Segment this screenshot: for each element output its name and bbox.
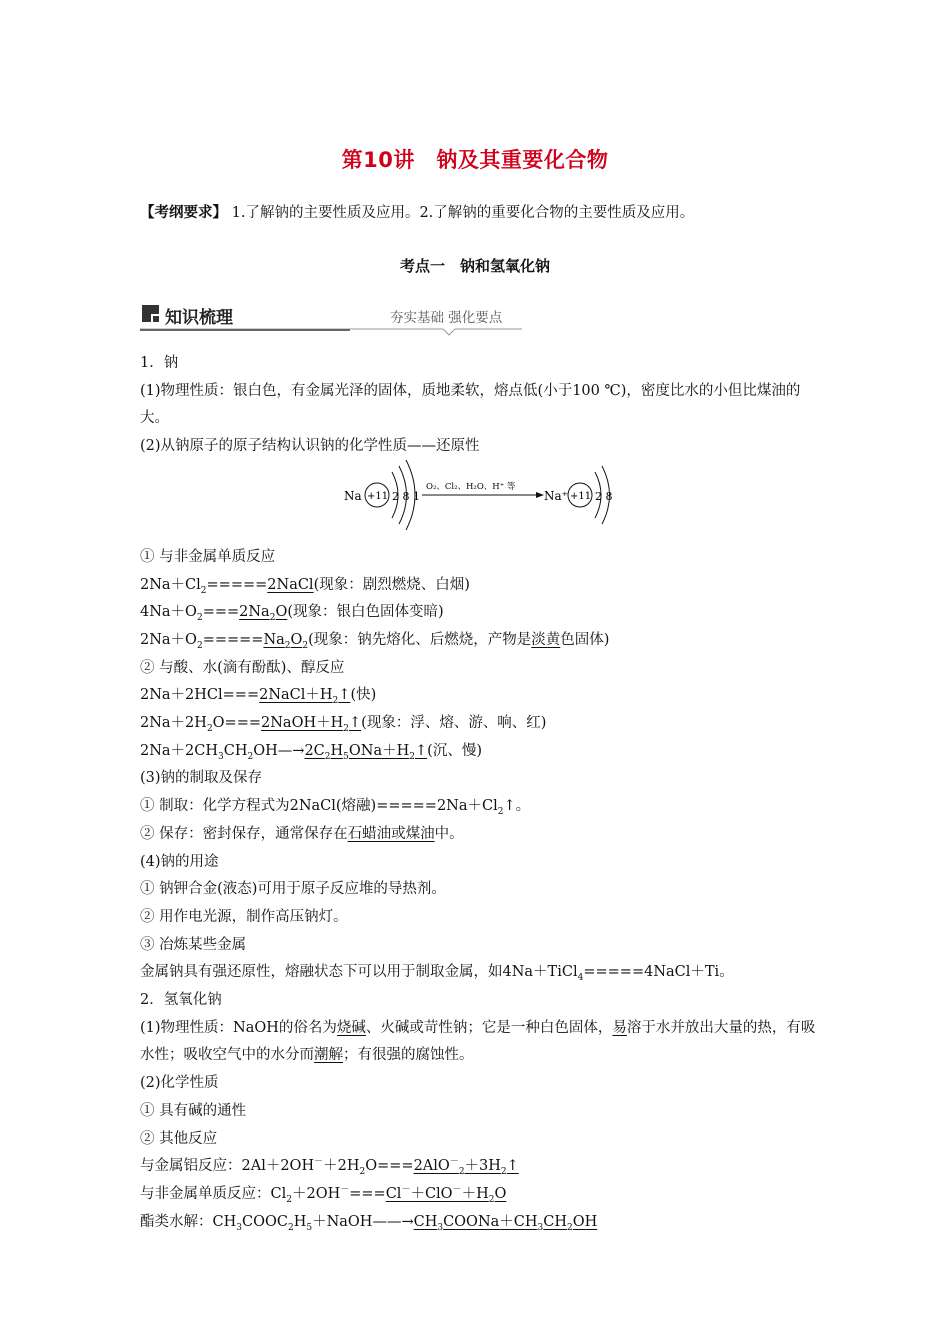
equation-na-o2-burn: $2Na+O_2=====Na_2O_2$(现象：钠先熔化、后燃烧，产物是淡黄色固体)	[140, 631, 610, 651]
diagram-spacer	[140, 461, 820, 544]
equation-na-cl2: $2Na+Cl_2=====2NaCl$(现象：剧烈燃烧、白烟)	[140, 576, 470, 596]
item-nonmetal-reaction: ① 与非金属单质反应	[140, 548, 276, 565]
diagram-left-nucleus: +11	[367, 491, 389, 502]
paragraph-chemical-properties: (2)从钠原子的原子结构认识钠的化学性质——还原性	[140, 438, 480, 455]
item-use-coolant: ① 钠钾合金(液态)可用于原子反应堆的导热剂。	[140, 881, 446, 898]
heading-naoh: 2．氢氧化钠	[140, 992, 222, 1009]
diagram-left-symbol: Na	[344, 489, 362, 503]
paragraph-naoh-physical: (1)物理性质：NaOH的俗名为烧碱、火碱或苛性钠；它是一种白色固体，易溶于水并放出大量的热，有吸水性；吸收空气中的水分而潮解；有很强的腐蚀性。	[140, 1019, 816, 1064]
heading-naoh-chemical: (2)化学性质	[140, 1075, 219, 1092]
syllabus-text: 1.了解钠的主要性质及应用。2.了解钠的重要化合物的主要性质及应用。	[231, 205, 695, 221]
diagram-right-shells: 2 8	[595, 490, 613, 503]
heading-uses: (4)钠的用途	[140, 853, 219, 870]
heading-sodium: 1．钠	[140, 355, 179, 371]
item-other-reactions: ② 其他反应	[140, 1130, 218, 1147]
diagram-right-nucleus: +11	[570, 491, 592, 502]
banner-subtitle: 夯实基础 强化要点	[390, 310, 503, 326]
item-base-properties: ① 具有碱的通性	[140, 1102, 247, 1119]
section-heading: 考点一 钠和氢氧化钠	[399, 257, 550, 275]
heading-preparation: (3)钠的制取及保存	[140, 770, 263, 787]
syllabus-tag: 【考纲要求】	[140, 205, 227, 221]
item-use-smelting: ③ 冶炼某些金属	[140, 936, 247, 953]
item-preparation: ① 制取：化学方程式为2NaCl(熔融)$=====2Na+Cl_2↑$。	[140, 798, 531, 818]
banner-underline	[140, 326, 525, 338]
diagram-right-symbol: Na⁺	[544, 489, 568, 503]
banner-square-icon-inner	[153, 316, 159, 322]
paragraph-physical-properties: (1)物理性质：银白色，有金属光泽的固体，质地柔软，熔点低(小于100 ℃)，密度比水的小但比煤油的大。	[140, 382, 801, 427]
banner-title: 知识梳理	[165, 308, 233, 328]
syllabus-requirements	[140, 201, 830, 222]
equation-cl2: 与非金属单质反应：$Cl_2+2OH^-===Cl^-+ClO^-+H_2O$	[140, 1185, 507, 1205]
equation-na-hcl: $2Na+2HCl===2NaCl+H_2↑$(快)	[140, 687, 377, 707]
item-acid-water-alcohol: ② 与酸、水(滴有酚酞)、醇反应	[140, 659, 345, 676]
diagram-arrow-label: O₂、Cl₂、H₂O、H⁺ 等	[426, 482, 516, 492]
equation-ester-hydrolysis: 酯类水解：$CH_3COOC_2H_5+NaOH——\to CH_3COONa+CH_3CH_2OH$	[140, 1213, 598, 1233]
item-use-lamp: ② 用作电光源，制作高压钠灯。	[140, 908, 348, 925]
knowledge-banner	[140, 302, 525, 336]
diagram-left-shells: 2 8 1	[392, 490, 420, 503]
item-storage: ② 保存：密封保存，通常保存在石蜡油或煤油中。	[140, 825, 464, 842]
equation-na-h2o: $2Na+2H_2O===2NaOH+H_2↑$(现象：浮、熔、游、响、红)	[140, 715, 547, 734]
content-body	[140, 350, 820, 1236]
paragraph-smelting: 金属钠具有强还原性，熔融状态下可以用于制取金属，如4Na＋TiCl$_4$=====4NaCl＋Ti。	[140, 964, 734, 984]
equation-na-ethanol: $2Na+2CH_3CH_2OH—\to 2C_2H_5ONa+H_2↑$(沉、慢)	[140, 742, 482, 762]
page-title: 第10讲 钠及其重要化合物	[341, 148, 609, 172]
equation-na-o2-normal: $4Na+O_2===2Na_2O$(现象：银白色固体变暗)	[140, 604, 444, 624]
equation-al: 与金属铝反应：$2Al+2OH^-+2H_2O===2AlO^-_2+3H_2↑$	[140, 1157, 519, 1178]
